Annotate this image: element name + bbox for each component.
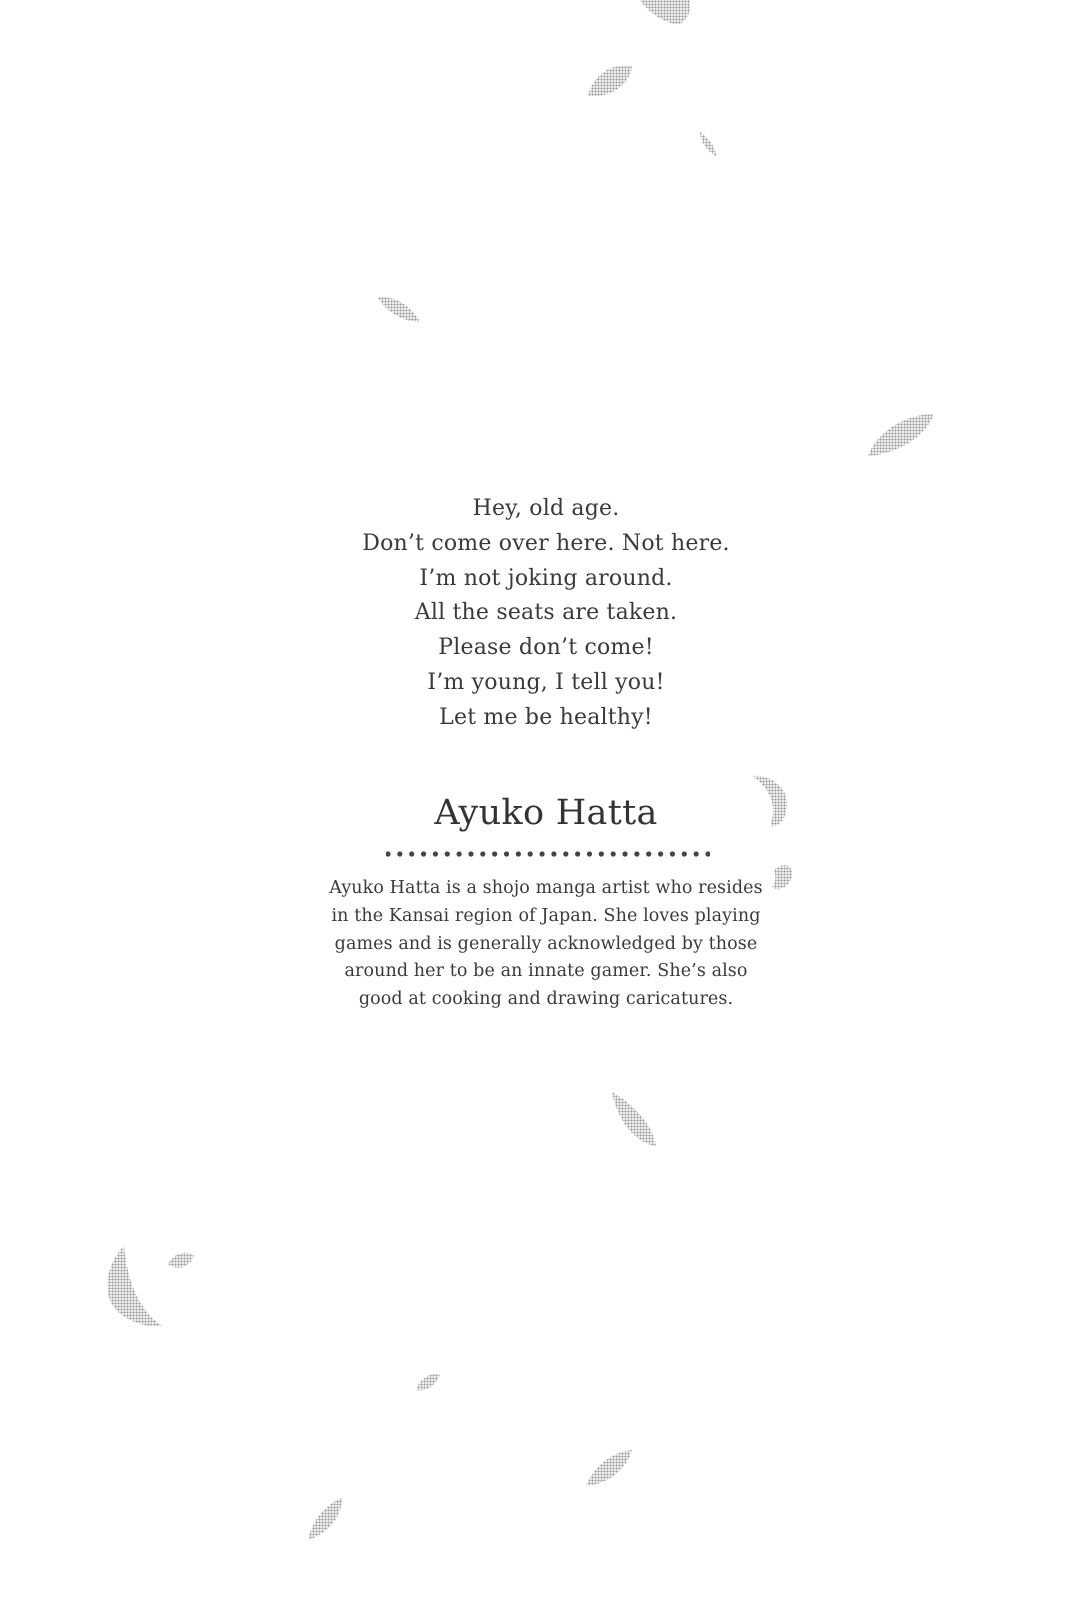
divider-dot <box>634 851 639 856</box>
cherry-petal-icon <box>378 297 420 322</box>
cherry-petal-icon <box>612 1092 656 1146</box>
divider-dot <box>386 851 391 856</box>
author-bio <box>296 875 796 1014</box>
poem <box>0 492 1067 736</box>
cherry-petal-icon <box>416 1374 440 1391</box>
cherry-petal-icon <box>586 1450 632 1486</box>
divider-dot <box>397 851 402 856</box>
cherry-petal-icon <box>640 0 690 24</box>
cherry-petal-icon <box>868 414 934 456</box>
divider-dot <box>705 851 710 856</box>
divider-dot <box>539 851 544 856</box>
divider-dot <box>599 851 604 856</box>
divider-dot <box>492 851 497 856</box>
divider-dot <box>658 851 663 856</box>
cherry-petal-icon <box>308 1498 342 1540</box>
divider-dot <box>670 851 675 856</box>
poem-line: I’m not joking around. <box>419 565 673 591</box>
poem-line: I’m young, I tell you! <box>427 669 665 695</box>
poem-line: All the seats are taken. <box>414 600 678 626</box>
divider-dot <box>575 851 580 856</box>
divider-dot <box>468 851 473 856</box>
divider-dot <box>587 851 592 856</box>
dotted-line-icon <box>386 850 710 858</box>
divider-dot <box>409 851 414 856</box>
divider-dot <box>445 851 450 856</box>
divider-dot <box>516 851 521 856</box>
divider-dot <box>457 851 462 856</box>
divider-dot <box>421 851 426 856</box>
divider-dot <box>528 851 533 856</box>
divider-dot <box>551 851 556 856</box>
divider-dot <box>433 851 438 856</box>
divider-dot <box>611 851 616 856</box>
divider-dot <box>622 851 627 856</box>
divider-dot <box>504 851 509 856</box>
divider-dot <box>646 851 651 856</box>
bio-line: Ayuko Hatta is a shojo manga artist who resides <box>329 878 763 898</box>
bio-line: around her to be an innate gamer. She’s also <box>344 961 748 982</box>
cherry-petal-icon <box>107 1246 162 1326</box>
bio-line: games and is generally acknowledged by those <box>334 933 758 954</box>
divider-dot <box>682 851 687 856</box>
divider-dot <box>480 851 485 856</box>
bio-line: in the Kansai region of Japan. She loves playing <box>331 905 761 926</box>
cherry-petal-icon <box>700 132 716 156</box>
author-name: Ayuko Hatta <box>434 793 658 833</box>
poem-line: Let me be healthy! <box>439 704 653 730</box>
poem-line: Please don’t come! <box>438 635 654 661</box>
divider-dot <box>694 851 699 856</box>
divider-dot <box>563 851 568 856</box>
poem-line: Hey, old age. <box>472 496 620 521</box>
cherry-petal-icon <box>168 1253 194 1268</box>
cherry-petal-icon <box>588 65 632 96</box>
bio-line: good at cooking and drawing caricatures. <box>358 989 734 1010</box>
poem-line: Don’t come over here. Not here. <box>362 530 730 556</box>
